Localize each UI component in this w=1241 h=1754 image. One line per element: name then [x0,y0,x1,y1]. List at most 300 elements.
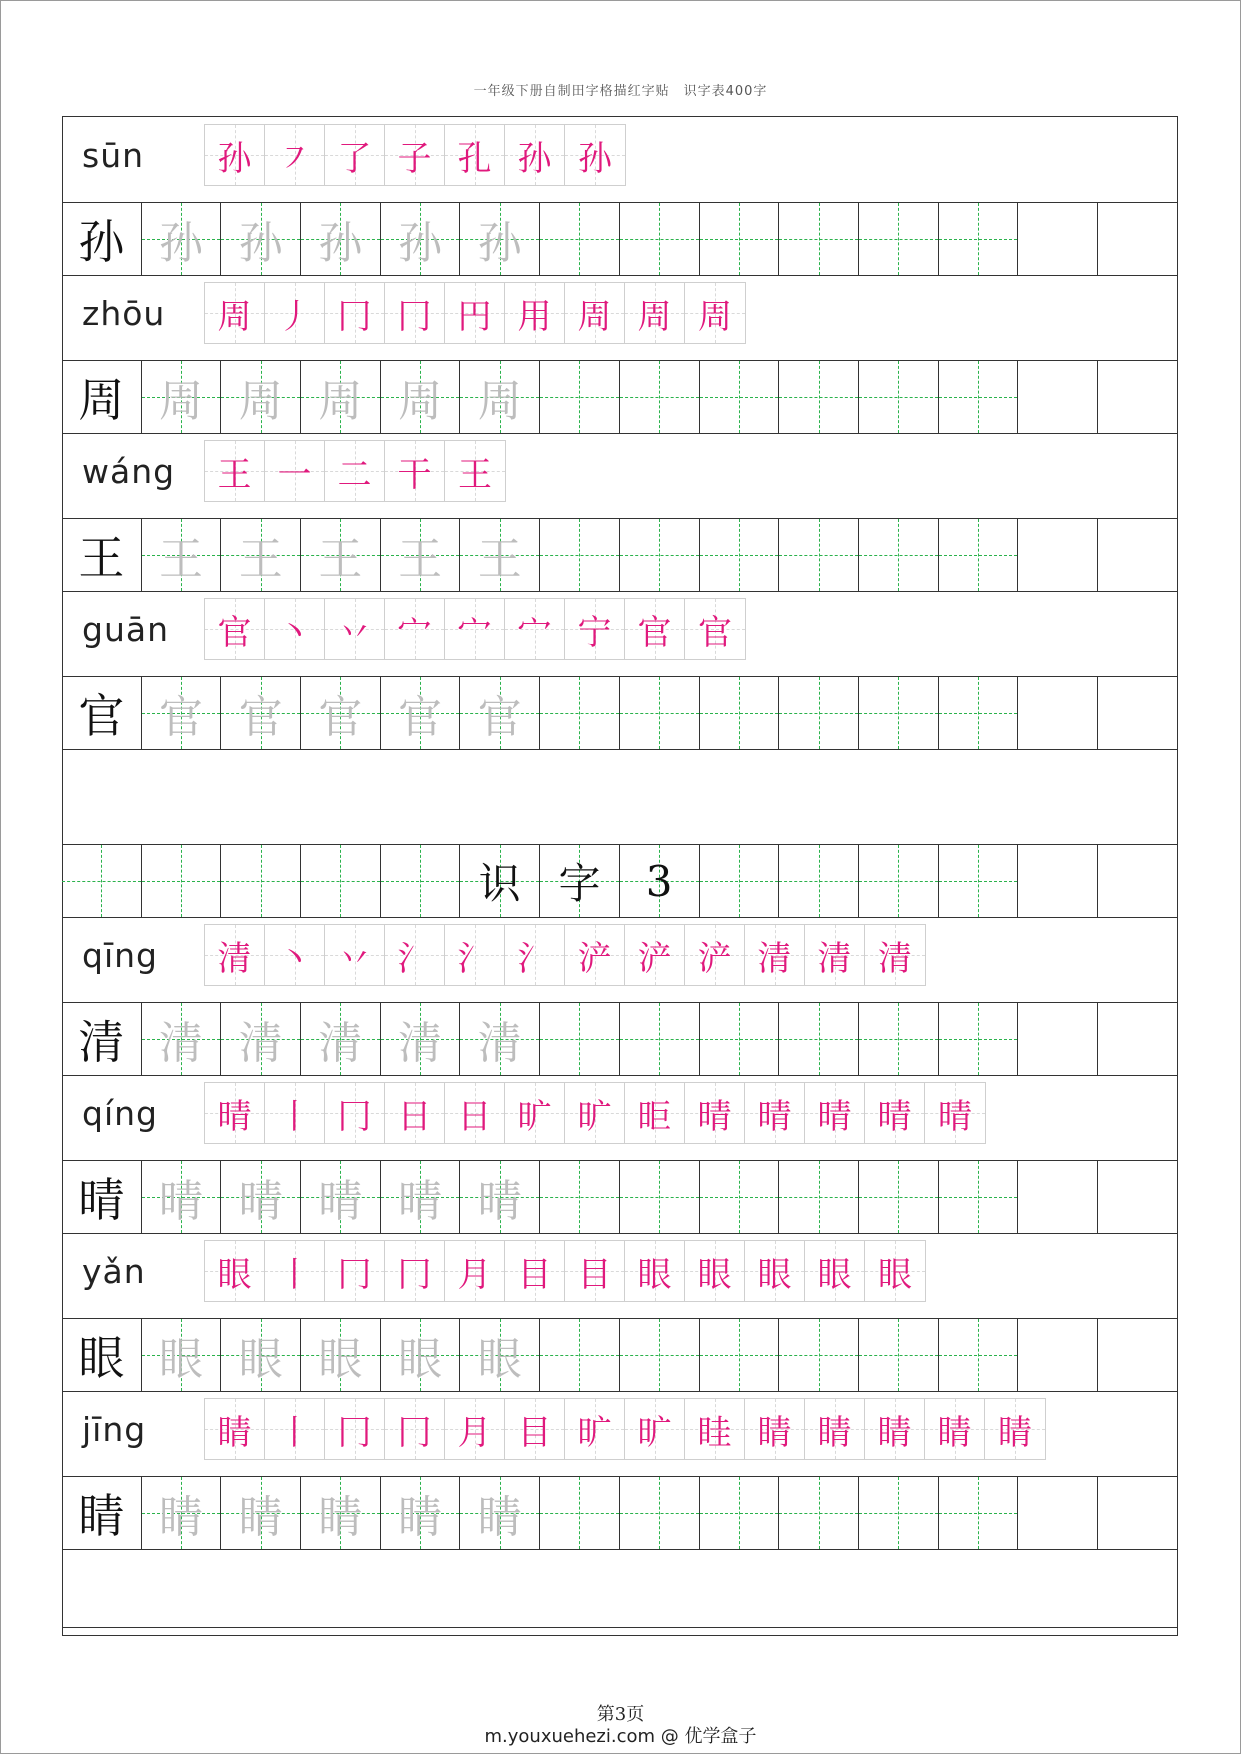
stroke-glyph: 晴 [757,1096,792,1137]
practice-cell[interactable] [142,519,222,591]
stroke-glyph: 周 [637,296,672,337]
stroke-order-cell [685,283,745,343]
practice-cell[interactable] [381,1477,461,1549]
stroke-glyph: 眼 [817,1254,852,1295]
stroke-order-strip [204,924,926,986]
trace-character: 孙 [159,218,204,269]
stroke-glyph: 丶 [277,938,312,979]
stroke-order-cell [385,925,445,985]
stroke-order-cell [325,1399,385,1459]
stroke-order-cell [925,1083,985,1143]
stroke-glyph: ㇇ [277,138,312,179]
section-title-glyph: 3 [645,856,673,906]
stroke-glyph: 清 [817,938,852,979]
trace-character: 眼 [238,1334,283,1385]
practice-cell[interactable] [859,361,939,433]
stroke-order-cell [205,1241,265,1301]
stroke-order-cell [805,1083,865,1143]
stroke-order-cell [565,125,625,185]
model-character: 睛 [78,1489,125,1543]
practice-cell[interactable] [221,677,301,749]
trace-character: 眼 [159,1334,204,1385]
practice-cell[interactable] [381,1003,461,1075]
practice-cell[interactable] [540,519,620,591]
trace-character: 官 [477,692,522,743]
trace-character: 王 [238,534,283,585]
practice-cell[interactable] [859,203,939,275]
stroke-order-cell [265,283,325,343]
practice-cell[interactable] [1098,361,1178,433]
stroke-order-cell [505,283,565,343]
practice-cell[interactable] [620,1319,700,1391]
practice-cell[interactable] [1098,203,1178,275]
practice-cell[interactable] [779,1477,859,1549]
stroke-order-cell [445,599,505,659]
stroke-glyph: 氵 [517,938,552,979]
trace-character: 眼 [318,1334,363,1385]
practice-cell[interactable] [301,1319,381,1391]
practice-cell[interactable] [540,361,620,433]
practice-cell[interactable] [1018,1319,1098,1391]
practice-cell[interactable] [142,361,222,433]
trace-character: 王 [159,534,204,585]
practice-cell[interactable] [381,203,461,275]
trace-character: 周 [398,376,443,427]
stroke-glyph: 丶 [277,612,312,653]
stroke-order-cell [325,599,385,659]
stroke-glyph: 晴 [938,1096,972,1137]
practice-cell [779,845,859,917]
stroke-glyph: 了 [337,138,372,179]
stroke-glyph: 丨 [277,1096,312,1137]
stroke-glyph: 晴 [877,1096,912,1137]
stroke-glyph: 睛 [817,1412,852,1453]
trace-character: 官 [398,692,443,743]
practice-grid-row [62,676,1178,750]
stroke-order-cell [385,125,445,185]
trace-character: 清 [477,1018,522,1069]
stroke-glyph: 一 [277,454,312,495]
stroke-glyph: 睛 [998,1412,1032,1453]
practice-cell[interactable] [540,1477,620,1549]
stroke-order-cell [865,1083,925,1143]
stroke-glyph: 丨 [277,1254,312,1295]
page-number: 第3页 [596,1704,645,1725]
practice-cell[interactable] [939,1003,1019,1075]
trace-character: 周 [238,376,283,427]
pinyin-row [62,434,1178,518]
pinyin-row [62,276,1178,360]
stroke-glyph: 晴 [697,1096,732,1137]
practice-cell[interactable] [700,1161,780,1233]
practice-cell[interactable] [779,1003,859,1075]
stroke-glyph: 眼 [637,1254,672,1295]
practice-cell[interactable] [540,1319,620,1391]
practice-cell[interactable] [460,519,540,591]
stroke-order-cell [565,599,625,659]
practice-cell[interactable] [779,1161,859,1233]
stroke-order-strip [204,1240,926,1302]
stroke-glyph: 円 [457,296,492,337]
stroke-order-cell [265,1399,325,1459]
stroke-order-cell [805,1399,865,1459]
stroke-order-strip [204,598,746,660]
stroke-order-cell [505,1083,565,1143]
practice-cell[interactable] [939,361,1019,433]
model-character-cell [62,1161,142,1233]
stroke-order-cell [565,283,625,343]
practice-cell[interactable] [301,1477,381,1549]
practice-cell[interactable] [700,677,780,749]
practice-cell[interactable] [779,519,859,591]
trace-character: 眼 [398,1334,443,1385]
trace-character: 晴 [398,1176,443,1227]
section-title-glyph: 识 [478,859,521,908]
practice-cell[interactable] [221,1003,301,1075]
practice-cell [62,845,142,917]
stroke-glyph: 日 [397,1096,432,1137]
trace-character: 王 [398,534,443,585]
practice-cell[interactable] [142,677,222,749]
practice-cell [700,845,780,917]
practice-cell[interactable] [939,1161,1019,1233]
trace-character: 清 [238,1018,283,1069]
practice-cell[interactable] [859,1161,939,1233]
practice-cell[interactable] [142,1161,222,1233]
model-character-cell [62,677,142,749]
trace-character: 睛 [477,1492,522,1543]
practice-cell[interactable] [620,203,700,275]
practice-cell[interactable] [700,1003,780,1075]
practice-cell[interactable] [301,361,381,433]
practice-grid-row [62,518,1178,592]
practice-cell[interactable] [540,1003,620,1075]
practice-cell[interactable] [221,1161,301,1233]
section-spacer [62,750,1178,844]
model-character-cell [62,1477,142,1549]
stroke-glyph: 氵 [457,938,492,979]
practice-cell[interactable] [540,203,620,275]
stroke-order-cell [265,441,325,501]
stroke-order-cell [265,1241,325,1301]
stroke-order-strip [204,440,506,502]
stroke-glyph: 冂 [337,1096,372,1137]
section-title-cell [460,845,540,917]
site-credit: m.youxuehezi.com @ 优学盒子 [484,1726,757,1747]
practice-cell[interactable] [460,1319,540,1391]
stroke-glyph: 浐 [577,938,612,979]
model-character: 王 [78,531,125,585]
practice-cell[interactable] [1098,1161,1178,1233]
stroke-order-cell [505,125,565,185]
stroke-order-cell [685,1083,745,1143]
practice-cell[interactable] [540,677,620,749]
practice-cell [1018,845,1098,917]
practice-cell[interactable] [1018,1477,1098,1549]
stroke-glyph: 清 [757,938,792,979]
pinyin-row [62,1392,1178,1476]
stroke-glyph: 冂 [397,1254,432,1295]
stroke-glyph: 孙 [578,138,612,179]
stroke-glyph: 昛 [637,1096,672,1137]
practice-cell[interactable] [859,1477,939,1549]
pinyin-label: sūn [82,136,145,175]
trace-character: 清 [318,1018,363,1069]
practice-cell[interactable] [460,677,540,749]
practice-cell[interactable] [460,1161,540,1233]
stroke-glyph: 干 [397,454,432,495]
stroke-glyph: 目 [517,1254,552,1295]
stroke-order-strip [204,282,746,344]
model-character: 孙 [78,215,125,269]
trace-character: 睛 [318,1492,363,1543]
stroke-glyph: 月 [457,1254,492,1295]
stroke-order-cell [625,283,685,343]
practice-cell[interactable] [939,677,1019,749]
stroke-order-cell [265,925,325,985]
model-character-cell [62,203,142,275]
practice-grid-row [62,1160,1178,1234]
stroke-glyph: 宁 [577,612,612,653]
stroke-order-cell [565,1399,625,1459]
stroke-glyph: 眼 [757,1254,792,1295]
practice-cell[interactable] [221,361,301,433]
practice-grid-row [62,1318,1178,1392]
practice-cell[interactable] [142,1319,222,1391]
stroke-glyph: 冂 [337,296,372,337]
stroke-order-cell [205,925,265,985]
stroke-glyph: 二 [337,454,372,495]
stroke-order-cell [685,1241,745,1301]
pinyin-label: qíng [82,1094,158,1133]
practice-cell[interactable] [700,519,780,591]
stroke-order-cell [445,925,505,985]
practice-cell[interactable] [1018,203,1098,275]
stroke-order-cell [385,441,445,501]
practice-grid-row [62,202,1178,276]
model-character-cell [62,519,142,591]
practice-cell[interactable] [859,1319,939,1391]
practice-cell[interactable] [381,1319,461,1391]
stroke-order-cell [985,1399,1045,1459]
practice-cell[interactable] [381,361,461,433]
stroke-glyph: 子 [397,138,432,179]
stroke-glyph: 王 [458,454,492,495]
practice-cell[interactable] [939,203,1019,275]
stroke-order-cell [325,283,385,343]
stroke-glyph: 眼 [697,1254,732,1295]
stroke-order-cell [805,1241,865,1301]
practice-cell[interactable] [301,1161,381,1233]
trace-character: 清 [398,1018,443,1069]
stroke-glyph: 冂 [337,1254,372,1295]
section-title-glyph: 字 [558,859,601,908]
practice-cell[interactable] [939,1319,1019,1391]
practice-cell[interactable] [1098,1477,1178,1549]
stroke-order-cell [205,599,265,659]
stroke-order-strip [204,124,626,186]
practice-cell[interactable] [859,519,939,591]
stroke-order-cell [205,1399,265,1459]
practice-cell[interactable] [221,519,301,591]
stroke-glyph: 旷 [577,1096,612,1137]
practice-cell [221,845,301,917]
pinyin-row [62,118,1178,202]
stroke-glyph: 王 [217,454,252,495]
practice-cell[interactable] [620,1003,700,1075]
practice-cell[interactable] [1018,361,1098,433]
practice-cell[interactable] [779,361,859,433]
stroke-order-cell [745,1083,805,1143]
practice-cell [142,845,222,917]
stroke-glyph: 日 [457,1096,492,1137]
trace-character: 周 [159,376,204,427]
practice-cell[interactable] [1098,1003,1178,1075]
section-title-row [62,844,1178,918]
model-character: 眼 [78,1331,125,1385]
page-header: 一年级下册自制田字格描红字贴 识字表400字 [473,84,768,99]
stroke-order-cell [385,1241,445,1301]
stroke-glyph: 晴 [817,1096,852,1137]
practice-cell[interactable] [700,1319,780,1391]
trace-character: 眼 [477,1334,522,1385]
practice-cell[interactable] [301,1003,381,1075]
practice-cell[interactable] [381,519,461,591]
practice-cell[interactable] [700,361,780,433]
stroke-order-cell [625,1083,685,1143]
practice-cell[interactable] [620,677,700,749]
stroke-glyph: 孔 [457,138,492,179]
practice-cell[interactable] [1098,1319,1178,1391]
practice-cell[interactable] [620,1161,700,1233]
practice-cell[interactable] [460,361,540,433]
stroke-order-cell [205,441,265,501]
practice-cell[interactable] [1018,1161,1098,1233]
stroke-order-cell [565,1241,625,1301]
section-title-cell [620,845,700,917]
practice-cell[interactable] [700,1477,780,1549]
trace-character: 孙 [477,218,522,269]
stroke-order-cell [865,925,925,985]
stroke-order-cell [325,441,385,501]
stroke-order-cell [505,599,565,659]
practice-cell[interactable] [939,519,1019,591]
practice-cell[interactable] [1018,677,1098,749]
stroke-glyph: 清 [217,938,252,979]
stroke-glyph: 目 [517,1412,552,1453]
pinyin-row [62,592,1178,676]
trace-character: 周 [477,376,522,427]
pinyin-label: wáng [82,452,176,491]
practice-cell[interactable] [620,361,700,433]
practice-cell[interactable] [859,677,939,749]
stroke-glyph: 周 [698,296,732,337]
practice-cell[interactable] [1098,519,1178,591]
practice-cell[interactable] [700,203,780,275]
practice-cell[interactable] [460,1477,540,1549]
practice-cell[interactable] [779,677,859,749]
stroke-order-cell [745,925,805,985]
practice-cell[interactable] [460,1003,540,1075]
trace-character: 睛 [238,1492,283,1543]
stroke-glyph: 睛 [757,1412,792,1453]
practice-cell[interactable] [620,519,700,591]
trace-character: 晴 [238,1176,283,1227]
practice-cell[interactable] [381,1161,461,1233]
stroke-order-cell [865,1241,925,1301]
practice-cell[interactable] [460,203,540,275]
stroke-glyph: 月 [457,1412,492,1453]
model-character-cell [62,1003,142,1075]
stroke-glyph: 睛 [877,1412,912,1453]
stroke-glyph: 目 [577,1254,612,1295]
practice-cell[interactable] [779,1319,859,1391]
stroke-order-cell [205,283,265,343]
practice-cell[interactable] [301,203,381,275]
practice-cell [859,845,939,917]
trace-character: 官 [318,692,363,743]
practice-cell[interactable] [779,203,859,275]
stroke-order-cell [325,1083,385,1143]
stroke-order-cell [265,1083,325,1143]
practice-cell[interactable] [939,1477,1019,1549]
pinyin-label: qīng [82,936,158,975]
stroke-order-cell [445,1399,505,1459]
pinyin-label: guān [82,610,169,649]
stroke-glyph: 周 [217,296,252,337]
practice-cell[interactable] [221,203,301,275]
practice-cell[interactable] [142,1003,222,1075]
practice-cell[interactable] [1018,1003,1098,1075]
practice-cell[interactable] [142,1477,222,1549]
worksheet-bottom-line [62,1627,1178,1628]
stroke-glyph: 晴 [217,1096,252,1137]
stroke-order-strip [204,1082,986,1144]
stroke-order-cell [805,925,865,985]
practice-cell[interactable] [540,1161,620,1233]
practice-cell[interactable] [381,677,461,749]
stroke-order-cell [265,125,325,185]
practice-cell[interactable] [859,1003,939,1075]
practice-cell[interactable] [221,1477,301,1549]
practice-grid-row [62,1476,1178,1550]
stroke-order-cell [745,1241,805,1301]
practice-cell[interactable] [142,203,222,275]
stroke-glyph: 官 [698,612,732,653]
stroke-glyph: 冂 [397,296,432,337]
stroke-order-cell [505,1241,565,1301]
practice-cell[interactable] [1018,519,1098,591]
trace-character: 孙 [318,218,363,269]
stroke-glyph: 宀 [397,612,432,653]
practice-cell[interactable] [620,1477,700,1549]
stroke-glyph: 宀 [517,612,552,653]
stroke-glyph: 丷 [337,612,372,653]
practice-cell[interactable] [301,677,381,749]
model-character: 晴 [78,1173,125,1227]
practice-cell [939,845,1019,917]
section-title-cell [540,845,620,917]
stroke-order-cell [505,1399,565,1459]
model-character: 清 [78,1015,125,1069]
stroke-glyph: 冂 [337,1412,372,1453]
practice-cell[interactable] [1098,677,1178,749]
stroke-order-cell [385,1399,445,1459]
trace-character: 晴 [477,1176,522,1227]
practice-cell[interactable] [301,519,381,591]
trace-character: 孙 [398,218,443,269]
practice-cell[interactable] [221,1319,301,1391]
